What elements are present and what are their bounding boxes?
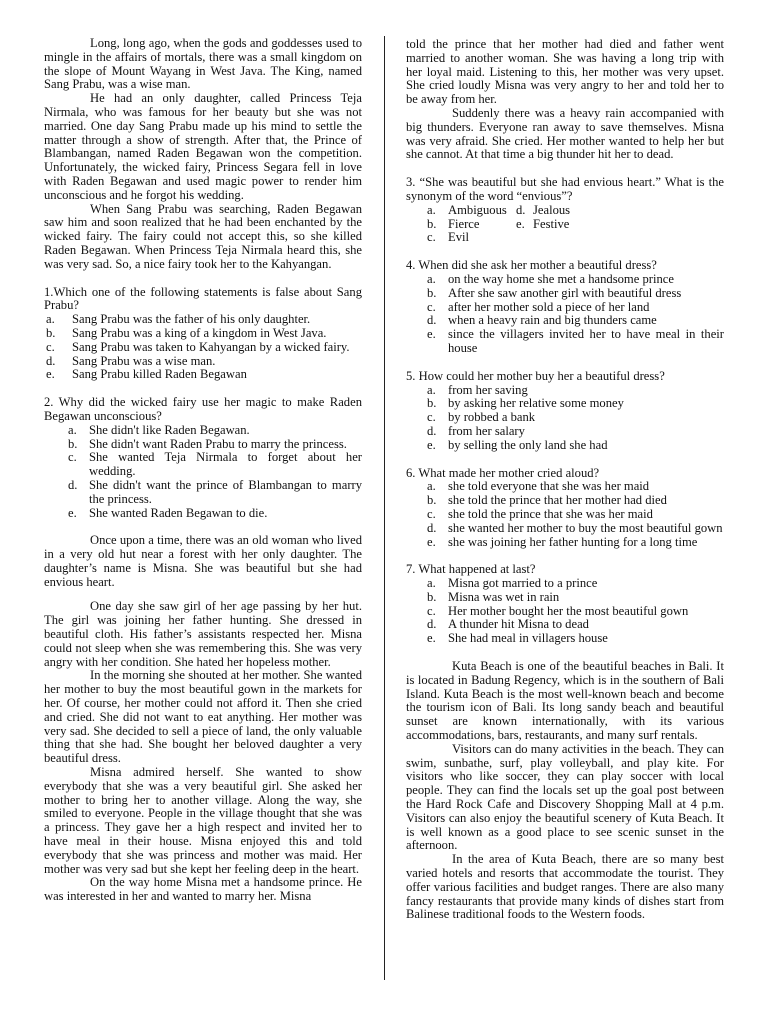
question-4: 4. When did she ask her mother a beautiful dress?	[406, 258, 657, 273]
question-7-options	[406, 577, 724, 646]
story2-paragraph-1: Once upon a time, there was an old woman who lived in a very old hut near a forest with her only daughter. The daughter’s name is Misna. She was beautiful but she had envious heart.	[44, 533, 362, 589]
question-4-option-a: a. on the way home she met a handsome prince	[427, 271, 674, 286]
story3-paragraph-3: In the area of Kuta Beach, there are so many best varied hotels and resorts that accommodate the tourist. They offer various facilities and budget ranges. There are also many fancy restaurants that provide many kinds of dishes start from Balinese traditional foods to the Western foods.	[406, 852, 724, 922]
question-6-option-a: a. she told everyone that she was her maid	[427, 479, 650, 494]
question-2-option-a: a. She didn't like Raden Begawan.	[68, 422, 250, 437]
question-1-option-c: c. Sang Prabu was taken to Kahyangan by a wicked fairy.	[46, 339, 350, 354]
question-2-option-d: d. She didn't want the prince of Blambangan to marry the princess.	[68, 477, 362, 506]
question-4-options	[406, 273, 724, 356]
question-4-option-c: c. after her mother sold a piece of her land	[427, 299, 650, 314]
story2-paragraph-3: In the morning she shouted at her mother. She wanted her mother to buy the most beautiful gown in the markets for her. Of course, her mother could not afford it. Then she cried and cried. She did not want to eat anything. Her mother was very sad. She decided to sell a piece of land, the only valuable thing that she had. She bought her beloved daughter a very beautiful dress.	[44, 668, 362, 766]
question-2-option-b: b. She didn't want Raden Prabu to marry the princess.	[68, 436, 347, 451]
story2-paragraph-2: One day she saw girl of her age passing by her hut. The girl was joining her father hunting. She dressed in beautiful cloth. His father’s assistants respected her. Misna could not sleep when she was remembering this. She was very angry with her condition. She hated her hopeless mother.	[44, 599, 362, 669]
question-7-option-a: a. Misna got married to a prince	[427, 576, 598, 591]
column-divider	[384, 36, 385, 980]
question-4-option-b: b. After she saw another girl with beautiful dress	[427, 285, 682, 300]
story2-continued-paragraph-2: Suddenly there was a heavy rain accompanied with big thunders. Everyone ran away to save themselves. Misna was very afraid. She cried. Her mother wanted to help her but she cannot. At that time a big thunder hit her to dead.	[406, 105, 724, 162]
question-5: 5. How could her mother buy her a beautiful dress?	[406, 368, 665, 383]
question-2-option-e: e. She wanted Raden Begawan to die.	[68, 505, 268, 520]
story2-continued-paragraph-1: told the prince that her mother had died and father went married to another woman. She was having a long trip with her loyal maid. Listening to this, her mother was very upset. She cried loudly Misna was very angry to her and told her to be away from her.	[406, 37, 724, 107]
question-7-option-d: d. A thunder hit Misna to dead	[427, 617, 589, 632]
question-5-option-c: c. by robbed a bank	[427, 410, 536, 425]
question-2: 2. Why did the wicked fairy use her magic to make Raden Begawan unconscious?	[44, 395, 362, 423]
question-7-option-b: b. Misna was wet in rain	[427, 589, 560, 604]
question-3-option-c: c. Evil	[427, 230, 469, 245]
question-1-options	[44, 313, 362, 382]
story2-paragraph-4: Misna admired herself. She wanted to show everybody that she was a very beautiful girl. She asked her mother to bring her to another village. Along the way, she smiled to everyone. People in the village thought that she was a princess. They gave her a high respect and invited her to have meal in their house. Misna enjoyed this and told everybody that she was princess and mother was maid. Her mother was very sad but she kept her feeling deep in the heart.	[44, 765, 362, 876]
question-3-option-e: e. Festive	[516, 216, 570, 231]
question-5-options	[406, 384, 724, 453]
question-5-option-d: d. from her salary	[427, 423, 525, 438]
question-1-option-a: a. Sang Prabu was the father of his only daughter.	[46, 312, 311, 327]
question-6-option-b: b. she told the prince that her mother had died	[427, 493, 667, 508]
question-6-option-d: d. she wanted her mother to buy the most beautiful gown	[427, 520, 723, 535]
question-2-option-c: c. She wanted Teja Nirmala to forget about her wedding.	[68, 450, 362, 479]
left-column	[44, 37, 362, 904]
story3-paragraph-2: Visitors can do many activities in the beach. They can swim, sunbathe, surf, play volleyball, and play kite. For visitors who like soccer, they can play soccer with local people. They can find the locals set up the goal post between the Hard Rock Cafe and Discovery Shopping Mall at 4 p.m. Visitors can also enjoy the beautiful scenery of Kuta Beach. It is well known as a good place to see scenic sunset in the afternoon.	[406, 741, 724, 853]
question-1: 1.Which one of the following statements is false about Sang Prabu?	[44, 284, 362, 313]
question-6: 6. What made her mother cried aloud?	[406, 465, 600, 480]
question-3-option-b: b. Fierce	[427, 216, 480, 231]
question-3-options	[406, 204, 724, 245]
question-6-option-c: c. she told the prince that she was her maid	[427, 506, 653, 521]
question-5-option-e: e. by selling the only land she had	[427, 437, 608, 452]
question-1-option-b: b. Sang Prabu was a king of a kingdom in West Java.	[46, 325, 327, 340]
question-7: 7. What happened at last?	[406, 562, 536, 577]
question-5-option-b: b. by asking her relative some money	[427, 396, 624, 411]
story1-paragraph-1: Long, long ago, when the gods and goddesses used to mingle in the affairs of mortals, there was a small kingdom on the slope of Mount Wayang in West Java. The King, named Sang Prabu, was a wise man.	[44, 36, 362, 92]
question-3: 3. “She was beautiful but she had envious heart.” What is the synonym of the word “envious”?	[406, 175, 724, 203]
story1-paragraph-2: He had an only daughter, called Princess Teja Nirmala, who was famous for her beauty but she was not married. One day Sang Prabu made up his mind to settle the matter through a show of strength. After that, the Prince of Blambangan, named Raden Begawan won the competition. Unfortunately, the wicked fairy, Princess Segara fell in love with Raden Begawan and used magic power to render him unconscious and he forgot his wedding.	[44, 91, 362, 202]
question-3-option-a: a. Ambiguous	[427, 202, 507, 217]
question-2-options	[44, 424, 362, 521]
question-6-option-e: e. she was joining her father hunting for a long time	[427, 534, 698, 549]
question-7-option-e: e. She had meal in villagers house	[427, 631, 608, 646]
question-6-options	[406, 480, 724, 549]
question-7-option-c: c. Her mother bought her the most beautiful gown	[427, 603, 689, 618]
question-4-option-e: e. since the villagers invited her to have meal in their house	[427, 327, 724, 355]
story3-paragraph-1: Kuta Beach is one of the beautiful beaches in Bali. It is located in Badung Regency, which is in the southern of Bali Island. Kuta Beach is the most well-known beach and become the tourism icon of Bali. Its long sandy beach and beautiful sunset are known internationally, with its various accommodations, bars, restaurants, and many surf rentals.	[406, 659, 724, 743]
question-5-option-a: a. from her saving	[427, 382, 528, 397]
question-1-option-e: e. Sang Prabu killed Raden Begawan	[46, 367, 247, 382]
right-column	[406, 38, 724, 922]
question-4-option-d: d. when a heavy rain and big thunders came	[427, 313, 657, 328]
story1-paragraph-3: When Sang Prabu was searching, Raden Begawan saw him and soon realized that he had been enchanted by the wicked fairy. The fairy could not accept this, so she killed Raden Begawan. When Princess Teja Nirmala heard this, she was very sad. So, a nice fairy took her to the Kahyangan.	[44, 201, 362, 271]
story2-paragraph-5: On the way home Misna met a handsome prince. He was interested in her and wanted to marry her. Misna	[44, 875, 362, 904]
question-3-option-d: d. Jealous	[516, 202, 571, 217]
question-1-option-d: d. Sang Prabu was a wise man.	[46, 353, 216, 368]
